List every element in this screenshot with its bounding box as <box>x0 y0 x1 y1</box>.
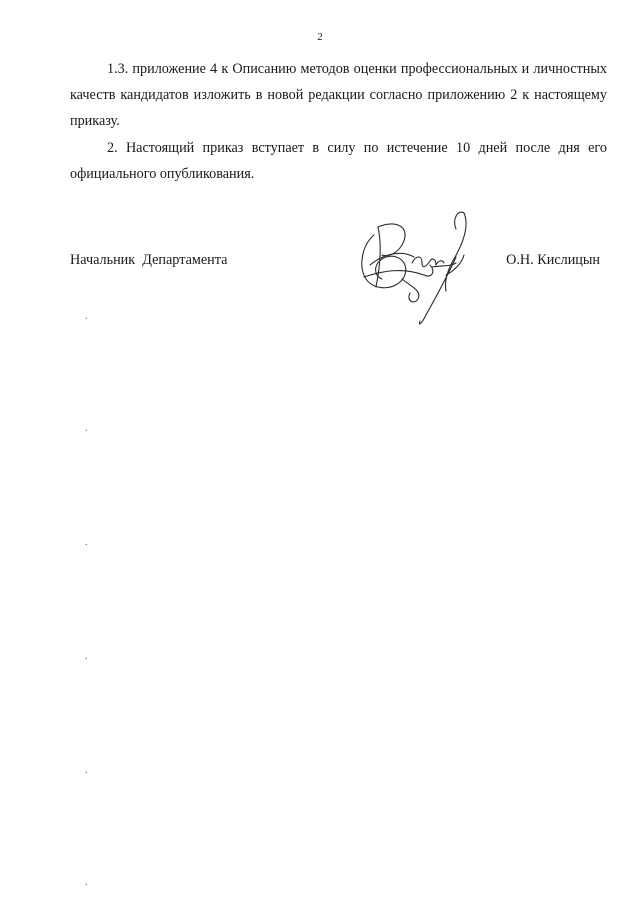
margin-mark: . <box>85 537 88 548</box>
signatory-name: О.Н. Кислицын <box>506 252 600 268</box>
margin-mark: . <box>85 651 88 662</box>
handwritten-signature <box>352 205 480 330</box>
signature-block <box>70 248 600 278</box>
margin-mark: . <box>85 311 88 322</box>
paragraph-1-3: 1.3. приложение 4 к Описанию методов оценки профессиональных и личностных качеств кандидатов изложить в новой редакции согласно приложению 2 к настоящему приказу. <box>70 61 607 129</box>
margin-mark: . <box>85 423 88 434</box>
page-number: 2 <box>317 31 323 43</box>
paragraph-2: 2. Настоящий приказ вступает в силу по истечение 10 дней после дня его официального опубликования. <box>70 140 607 182</box>
margin-mark: . <box>85 765 88 776</box>
signatory-position: Начальник Департамента <box>70 252 228 268</box>
margin-mark: . <box>85 877 88 888</box>
